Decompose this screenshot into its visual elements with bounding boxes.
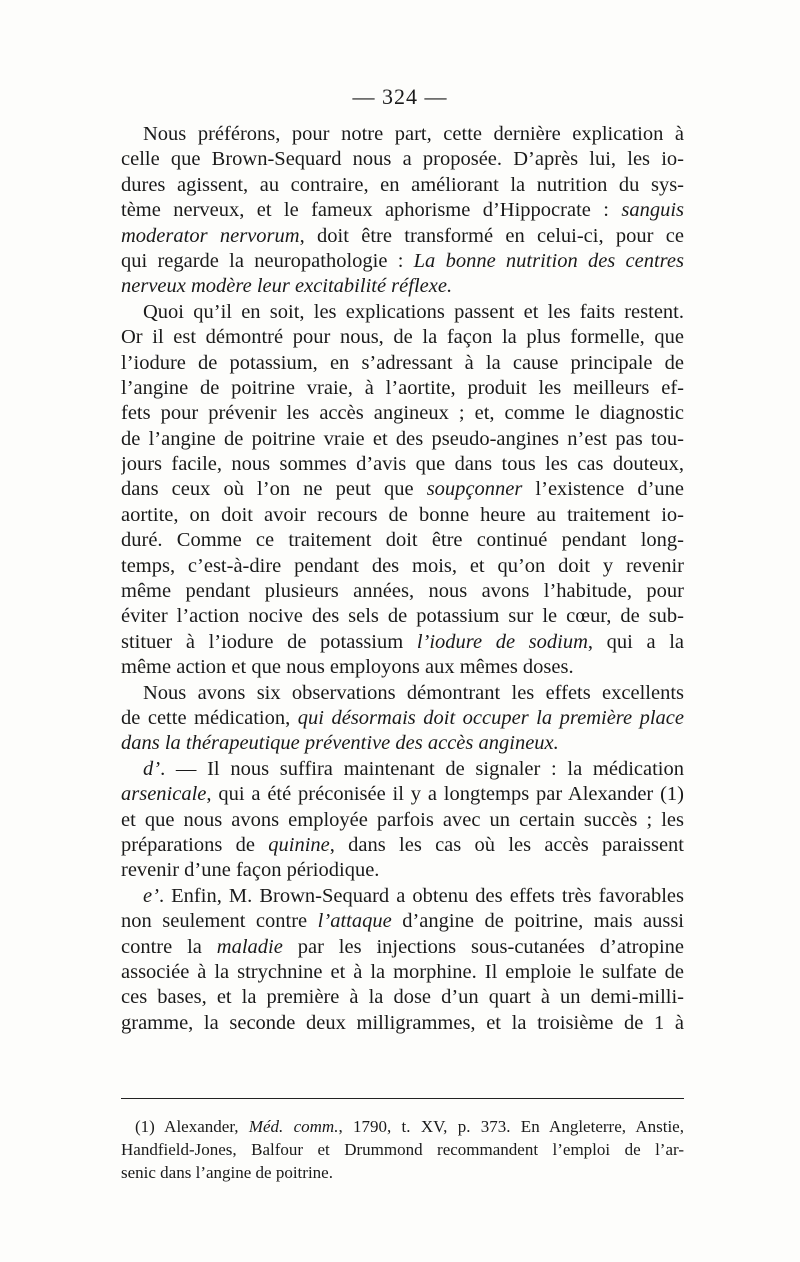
body-line — [121, 325, 684, 350]
body-line — [121, 630, 684, 655]
footnote-line — [121, 1161, 684, 1184]
text-run: fets pour prévenir les accès angineux ; et, comme le diagnostic — [121, 402, 684, 425]
body-line — [121, 477, 684, 502]
italic-text: e’ — [143, 884, 159, 907]
body-line — [121, 579, 684, 604]
body-line — [121, 706, 684, 731]
body-line — [121, 655, 684, 680]
body-line — [121, 173, 684, 198]
body-line — [121, 808, 684, 833]
body-line — [121, 300, 684, 325]
body-line — [121, 833, 684, 858]
text-run: de l’angine de poitrine vraie et des pseudo-angines n’est pas tou- — [121, 427, 684, 450]
body-line — [121, 985, 684, 1010]
body-line — [121, 376, 684, 401]
text-run: l’existence d’une — [522, 478, 684, 501]
body-line — [121, 960, 684, 985]
text-run: aortite, on doit avoir recours de bonne heure au traitement io- — [121, 503, 684, 526]
text-run: Nous préférons, pour notre part, cette dernière explication à — [143, 123, 684, 145]
text-run: éviter l’action nocive des sels de potassium sur le cœur, de sub- — [121, 605, 684, 628]
italic-text: maladie — [216, 935, 283, 958]
text-run: l’iodure de potassium, en s’adressant à la cause principale de — [121, 351, 684, 374]
text-run: revenir d’une façon périodique. — [121, 859, 380, 882]
italic-text: sanguis — [621, 199, 684, 222]
text-run: ces bases, et la première à la dose d’un quart à un demi-milli- — [121, 986, 684, 1009]
body-line — [121, 122, 684, 147]
body-line — [121, 427, 684, 452]
text-run: de cette médication, — [121, 706, 298, 729]
body-line — [121, 681, 684, 706]
text-run: dures agissent, au contraire, en améliorant la nutrition du sys- — [121, 173, 684, 196]
body-line — [121, 554, 684, 579]
text-run: Handfield-Jones, Balfour et Drummond recommandent l’emploi de l’ar- — [121, 1140, 684, 1159]
body-line — [121, 782, 684, 807]
italic-text: nerveux modère leur excitabilité réflexe. — [121, 275, 453, 298]
body-line — [121, 224, 684, 249]
text-run: et que nous avons employée parfois avec un certain succès ; les — [121, 808, 684, 831]
text-run: , qui a été préconisée il y a longtemps par Alexander (1) — [206, 783, 684, 806]
text-run: temps, c’est-à-dire pendant des mois, et qu’on doit y revenir — [121, 554, 684, 577]
italic-text: dans la thérapeutique préventive des accès angineux. — [121, 732, 559, 755]
text-run: . Enfin, M. Brown-Sequard a obtenu des effets très favorables — [158, 884, 684, 907]
footnote — [121, 1115, 684, 1184]
body-line — [121, 452, 684, 477]
text-run: dans ceux où l’on ne peut que — [121, 478, 427, 501]
body-line — [121, 528, 684, 553]
body-line — [121, 935, 684, 960]
footnote-line — [121, 1138, 684, 1161]
text-run: jours facile, nous sommes d’avis que dans tous les cas douteux, — [121, 453, 684, 476]
text-run: associée à la strychnine et à la morphine. Il emploie le sulfate de — [121, 960, 684, 983]
page-number: — 324 — — [352, 84, 448, 109]
text-run: d’angine de poitrine, mais aussi — [391, 910, 684, 933]
body-line — [121, 1011, 684, 1036]
text-run: même action et que nous employons aux mêmes doses. — [121, 656, 574, 679]
body-line — [121, 604, 684, 629]
text-run: par les injections sous-cutanées d’atropine — [282, 935, 684, 958]
italic-text: soupçonner — [426, 478, 523, 501]
body-line — [121, 503, 684, 528]
text-run: l’angine de poitrine vraie, à l’aortite, produit les meilleurs ef- — [121, 376, 684, 399]
text-run: , doit être transformé en celui-ci, pour ce — [299, 224, 684, 247]
body-line — [121, 757, 684, 782]
text-run: celle que Brown-Sequard nous a proposée. D’après lui, les io- — [121, 148, 684, 171]
text-run: senic dans l’angine de poitrine. — [121, 1163, 333, 1182]
text-run: gramme, la seconde deux milligrammes, et la troisième de 1 à — [121, 1011, 684, 1034]
text-run: (1) Alexander, — [135, 1117, 249, 1136]
text-run: , dans les cas où les accès paraissent — [329, 833, 684, 856]
footnote-rule — [121, 1098, 684, 1099]
text-run: , qui a la — [587, 630, 684, 653]
italic-text: quinine — [268, 833, 330, 856]
footnote-line — [121, 1115, 684, 1138]
text-run: Nous avons six observations démontrant les effets excellents — [143, 681, 684, 704]
body-line — [121, 731, 684, 756]
italic-text: d’ — [143, 757, 161, 780]
text-run: Quoi qu’il en soit, les explications passent et les faits restent. — [143, 300, 684, 323]
italic-text: La bonne nutrition des centres — [413, 249, 684, 272]
italic-text: l’attaque — [317, 910, 392, 933]
body-line — [121, 351, 684, 376]
text-run: non seulement contre — [121, 910, 318, 933]
italic-text: l’iodure de sodium — [416, 630, 588, 653]
italic-text: moderator nervorum — [121, 224, 300, 247]
text-run: Or il est démontré pour nous, de la façon la plus formelle, que — [121, 326, 684, 349]
italic-text: Méd. comm. — [248, 1117, 339, 1136]
body-line — [121, 198, 684, 223]
body-line — [121, 401, 684, 426]
text-run: même pendant plusieurs années, nous avons l’habitude, pour — [121, 580, 684, 603]
italic-text: arsenicale — [121, 783, 207, 806]
text-run: contre la — [121, 935, 217, 958]
text-run: stituer à l’iodure de potassium — [121, 630, 417, 653]
body-text — [121, 122, 684, 1036]
text-run: tème nerveux, et le fameux aphorisme d’Hippocrate : — [121, 199, 622, 222]
body-line — [121, 858, 684, 883]
body-line — [121, 147, 684, 172]
text-run: . — Il nous suffira maintenant de signaler : la médication — [160, 757, 684, 780]
text-run: , 1790, t. XV, p. 373. En Angleterre, Anstie, — [338, 1117, 684, 1136]
body-line — [121, 909, 684, 934]
text-run: duré. Comme ce traitement doit être continué pendant long- — [121, 529, 684, 552]
text-run: qui regarde la neuropathologie : — [121, 249, 414, 272]
body-line — [121, 274, 684, 299]
italic-text: qui désormais doit occuper la première place — [297, 706, 684, 729]
body-line — [121, 249, 684, 274]
text-run: préparations de — [121, 833, 269, 856]
body-line — [121, 884, 684, 909]
